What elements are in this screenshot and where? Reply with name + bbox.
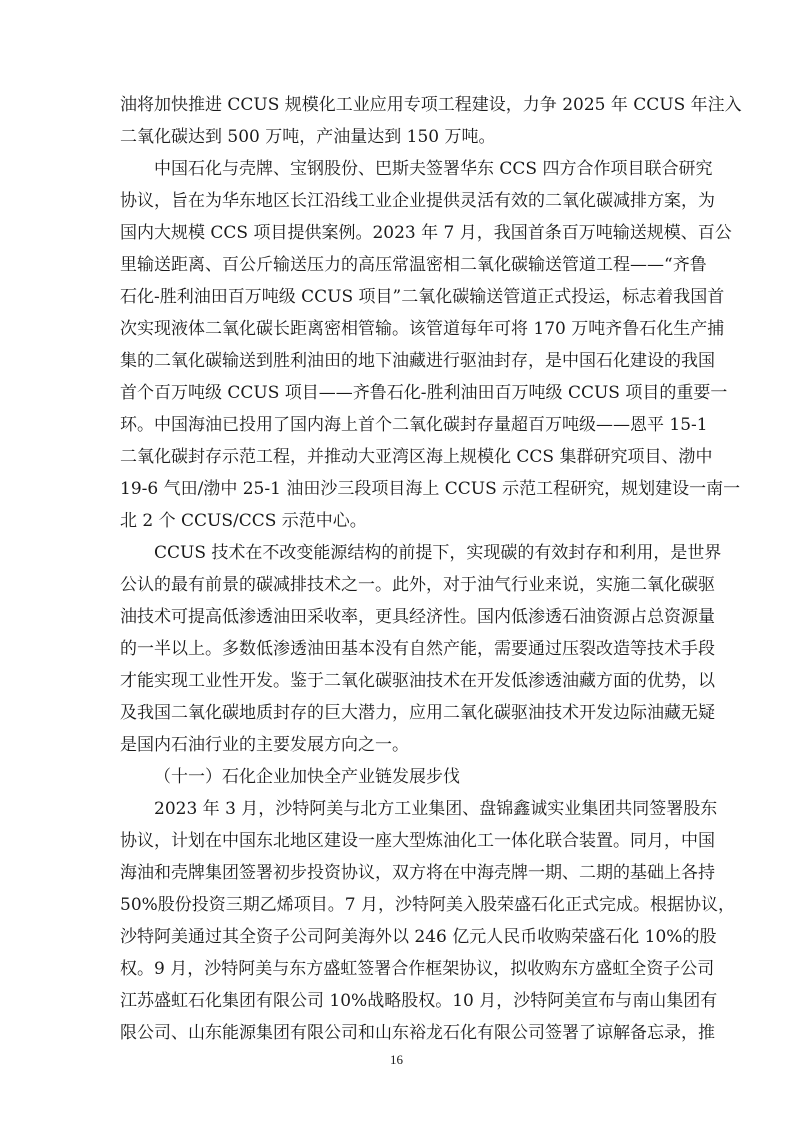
page-number: 16 bbox=[390, 1052, 403, 1067]
paragraph-line: 才能实现工业性开发。鉴于二氧化碳驱油技术在开发低渗透油藏方面的优势，以 bbox=[120, 671, 715, 691]
paragraph-line: 环。中国海油已投用了国内海上首个二氧化碳封存量超百万吨级——恩平 15-1 bbox=[120, 415, 708, 435]
paragraph-line: 二氧化碳封存示范工程，并推动大亚湾区海上规模化 CCS 集群研究项目、渤中 bbox=[120, 447, 713, 467]
paragraph-line: 19-6 气田/渤中 25-1 油田沙三段项目海上 CCUS 示范工程研究，规划建设一南一 bbox=[120, 479, 741, 499]
paragraph-line: 集的二氧化碳输送到胜利油田的地下油藏进行驱油封存，是中国石化建设的我国 bbox=[120, 351, 715, 371]
paragraph-line: CCUS 技术在不改变能源结构的前提下，实现碳的有效封存和利用，是世界 bbox=[154, 543, 722, 563]
paragraph-line: 50%股份投资三期乙烯项目。7 月，沙特阿美入股荣盛石化正式完成。根据协议， bbox=[120, 895, 736, 915]
paragraph-line: 海油和壳牌集团签署初步投资协议，双方将在中海壳牌一期、二期的基础上各持 bbox=[120, 863, 715, 883]
paragraph-line: 及我国二氧化碳地质封存的巨大潜力，应用二氧化碳驱油技术开发边际油藏无疑 bbox=[120, 703, 715, 723]
paragraph-line: 次实现液体二氧化碳长距离密相管输。该管道每年可将 170 万吨齐鲁石化生产捕 bbox=[120, 319, 725, 339]
paragraph-line: 油将加快推进 CCUS 规模化工业应用专项工程建设，力争 2025 年 CCUS 年注入 bbox=[120, 95, 742, 115]
paragraph-line: 中国石化与壳牌、宝钢股份、巴斯夫签署华东 CCS 四方合作项目联合研究 bbox=[154, 159, 713, 179]
paragraph-line: 北 2 个 CCUS/CCS 示范中心。 bbox=[120, 511, 367, 531]
paragraph-line: 协议，计划在中国东北地区建设一座大型炼油化工一体化联合装置。同月，中国 bbox=[120, 831, 715, 851]
paragraph-line: 油技术可提高低渗透油田采收率，更具经济性。国内低渗透石油资源占总资源量 bbox=[120, 607, 715, 627]
paragraph-line: 权。9 月，沙特阿美与东方盛虹签署合作框架协议，拟收购东方盛虹全资子公司 bbox=[120, 959, 715, 979]
paragraph-line: 里输送距离、百公斤输送压力的高压常温密相二氧化碳输送管道工程——“齐鲁 bbox=[120, 255, 707, 275]
paragraph-line: 限公司、山东能源集团有限公司和山东裕龙石化有限公司签署了谅解备忘录，推 bbox=[120, 1023, 715, 1043]
paragraph-line: 的一半以上。多数低渗透油田基本没有自然产能，需要通过压裂改造等技术手段 bbox=[120, 639, 715, 659]
paragraph-line: 首个百万吨级 CCUS 项目——齐鲁石化-胜利油田百万吨级 CCUS 项目的重要一 bbox=[120, 383, 728, 403]
paragraph-line: 2023 年 3 月，沙特阿美与北方工业集团、盘锦鑫诚实业集团共同签署股东 bbox=[154, 799, 718, 819]
paragraph-line: 沙特阿美通过其全资子公司阿美海外以 246 亿元人民币收购荣盛石化 10%的股 bbox=[120, 927, 717, 947]
section-heading: （十一）石化企业加快全产业链发展步伐 bbox=[154, 767, 460, 787]
paragraph-line: 公认的最有前景的碳减排技术之一。此外，对于油气行业来说，实施二氧化碳驱 bbox=[120, 575, 715, 595]
paragraph-line: 是国内石油行业的主要发展方向之一。 bbox=[120, 735, 409, 755]
paragraph-line: 国内大规模 CCS 项目提供案例。2023 年 7 月，我国首条百万吨输送规模、百公 bbox=[120, 223, 732, 243]
paragraph-line: 石化-胜利油田百万吨级 CCUS 项目”二氧化碳输送管道正式投运，标志着我国首 bbox=[120, 287, 725, 307]
paragraph-line: 协议，旨在为华东地区长江沿线工业企业提供灵活有效的二氧化碳减排方案，为 bbox=[120, 191, 715, 211]
paragraph-line: 二氧化碳达到 500 万吨，产油量达到 150 万吨。 bbox=[120, 127, 496, 147]
paragraph-line: 江苏盛虹石化集团有限公司 10%战略股权。10 月，沙特阿美宣布与南山集团有 bbox=[120, 991, 718, 1011]
